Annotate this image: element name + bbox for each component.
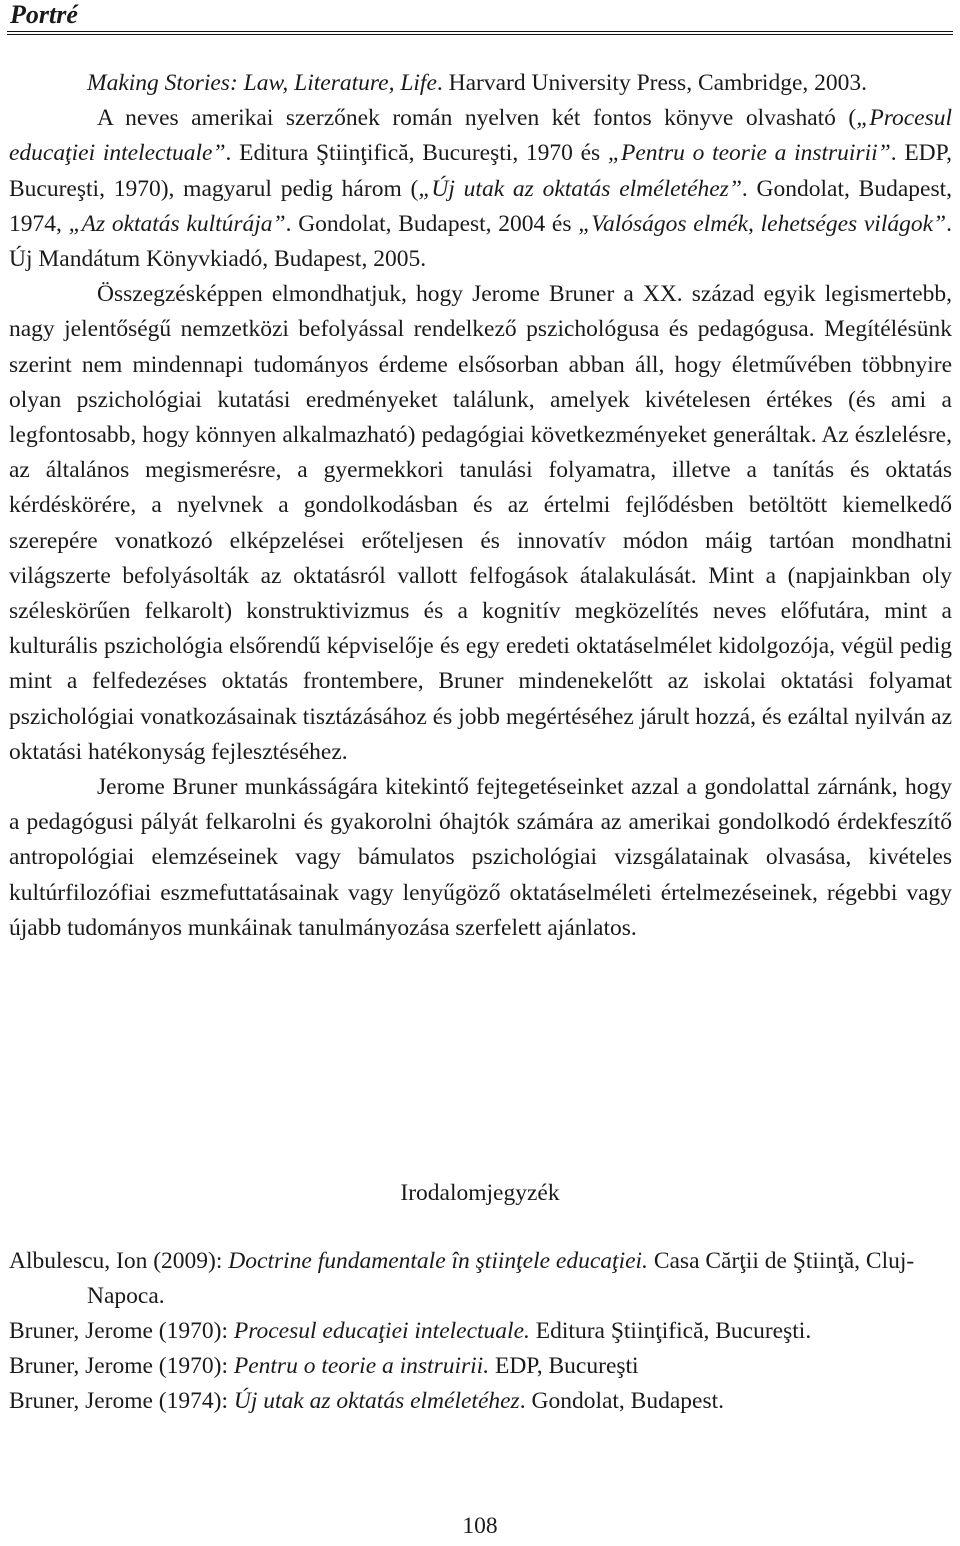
book-entry [9,66,952,101]
ref-publisher: . Gondolat, Budapest. [519,1388,725,1414]
ref-publisher: EDP, Bucureşti [489,1353,639,1379]
ref-title: Doctrine fundamentale în ştiinţele educaţiei. [228,1248,648,1274]
bibliography-list [9,1244,952,1419]
text-segment: . Gondolat, Budapest, 1974, [9,175,952,237]
translations-paragraph [9,101,952,277]
ref-publisher: Casa Cărţii de Ştiinţă, Cluj-Napoca. [87,1248,915,1309]
book-title: Making Stories: Law, Literature, Life [87,70,437,96]
ref-author: Bruner, Jerome (1974): [9,1388,234,1414]
work-title: „Pentru o teorie a instruirii” [607,140,891,167]
text-segment: . EDP, Bucureşti, 1970), magyarul pedig három ( [9,140,952,202]
ref-title: Új utak az oktatás elméletéhez [233,1388,520,1414]
summary-paragraph: Összegzésképpen elmondhatjuk, hogy Jerome Bruner a XX. század egyik legismertebb, nagy jelentőségű nemzetközi befolyással rendelkező pszichológusa és pedagógusa. Megítélésünk szerint nem mindennapi tudományos érdeme elsősorban abban áll, hogy életművében többnyire olyan pszichológiai kutatási eredményeket találunk, amelyek kivételesen értékes (és ami a legfontosabb, hogy könnyen alkalmazható) pedagógiai következményeket generáltak. Az észlelésre, az általános megismerésre, a gyermekkori tanulási folyamatra, illetve a tanítás és oktatás kérdéskörére, a nyelvnek a gondolkodásban és az értelmi fejlődésben betöltött kiemelkedő szerepére vonatkozó elképzelései erőteljesen és innovatív módon máig tartóan mondhatni világszerte befolyásolták az oktatásról vallott felfogások átalakulását. Mint a (napjainkban oly széleskörűen felkarolt) konstruktivizmus és a kognitív megközelítés neves előfutára, mint a kulturális pszichológia elsőrendű képviselője és egy eredeti oktatáselmélet kidolgozója, végül pedig mint a felfedezéses oktatás frontembere, Bruner mindenekelőtt az iskolai oktatási folyamat pszichológiai vonatkozásainak tisztázásához és jobb megértéséhez járult hozzá, és ezáltal nyilván az oktatási hatékonyság fejlesztéséhez. [9,281,952,765]
work-title: „Új utak az oktatás elméletéhez” [418,175,742,202]
ref-author: Bruner, Jerome (1970): [9,1318,234,1344]
text-segment: . Új Mandátum Könyvkiadó, Budapest, 2005. [9,210,952,273]
work-title: „Az oktatás kultúrája” [68,210,286,237]
ref-publisher: Editura Ştiinţifică, Bucureşti. [529,1318,812,1344]
bibliography-item [9,1384,952,1419]
bibliography-item [9,1314,952,1349]
book-publisher: . Harvard University Press, Cambridge, 2003. [436,70,867,96]
text-segment: . Editura Ştiinţifică, Bucureşti, 1970 és [225,140,608,167]
ref-title: Pentru o teorie a instruirii. [233,1353,490,1379]
section-header: Portré [10,0,78,29]
header-rule [7,31,953,35]
page-number: 108 [462,1513,498,1539]
text-segment: A neves amerikai szerzőnek román nyelven két fontos könyve olvasható ( [97,105,857,132]
ref-author: Albulescu, Ion (2009): [9,1248,229,1274]
bibliography-heading: Irodalomjegyzék [400,1180,560,1206]
text-segment: . Gondolat, Budapest, 2004 és [285,210,579,237]
bibliography-item [9,1244,952,1314]
article-body [9,66,952,946]
work-title: „Procesul educaţiei intelectuale” [9,105,952,167]
ref-author: Bruner, Jerome (1970): [9,1353,234,1379]
work-title: „Valóságos elmék, lehetséges világok” [578,210,947,237]
closing-paragraph: Jerome Bruner munkásságára kitekintő fejtegetéseinket azzal a gondolattal zárnánk, hogy a pedagógusi pályát felkarolni és gyakorolni óhajtók számára az amerikai gondolkodó érdekfeszítő antropológiai elemzéseinek vagy bámulatos pszichológiai vizsgálatainak olvasása, kivételes kultúrfilozófiai eszmefuttatásainak vagy lenyűgöző oktatáselméleti értelmezéseinek, régebbi vagy újabb tudományos munkáinak tanulmányozása szerfelett ajánlatos. [9,774,952,941]
bibliography-item [9,1349,952,1384]
ref-title: Procesul educaţiei intelectuale. [233,1318,530,1344]
